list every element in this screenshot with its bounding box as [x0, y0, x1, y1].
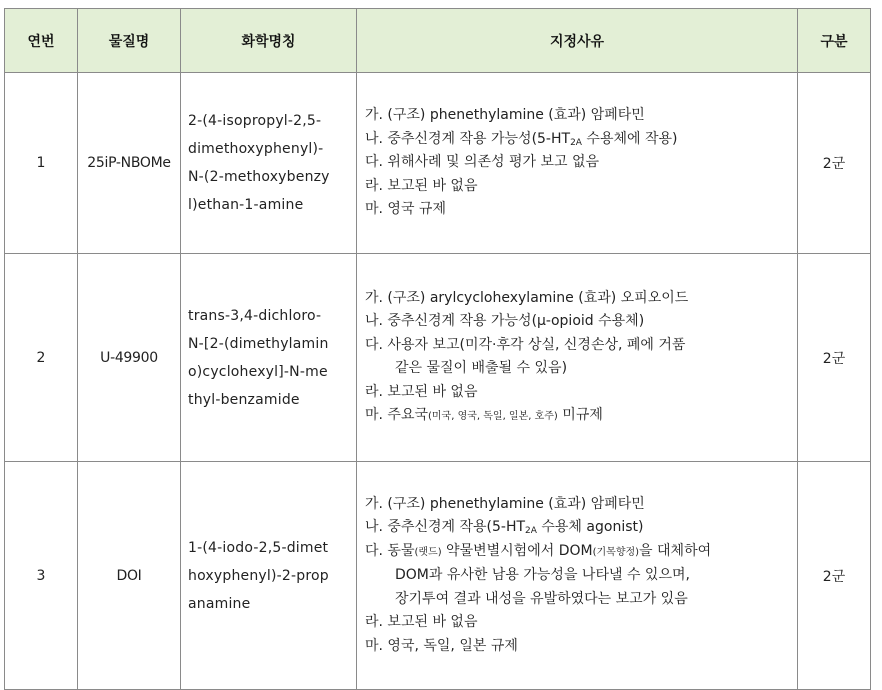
reason-small-text: (기목향정) — [592, 546, 640, 558]
table-row — [5, 462, 871, 690]
reason-line: 다. 위해사례 및 의존성 평가 보고 없음 — [365, 154, 600, 171]
header-row — [5, 9, 871, 73]
reason-line: DOM과 유사한 남용 가능성을 나타낼 수 있으며, — [395, 567, 690, 584]
reason-line: 같은 물질이 배출될 수 있음) — [395, 360, 568, 376]
reason-text: 미규제 — [557, 407, 603, 423]
reason-text: 다. 동물 — [365, 542, 415, 559]
reason-text: 나. 중추신경계 작용(5-HT — [365, 519, 526, 536]
substance-name: DOI — [78, 462, 181, 690]
row-number: 2 — [5, 254, 78, 462]
reason-small-text: (랫드) — [414, 546, 442, 558]
row-number: 3 — [5, 462, 78, 690]
chemical-line: o)cyclohexyl]-N-me — [188, 363, 328, 380]
reason-text: 마. 주요국 — [365, 407, 428, 423]
header-reason: 지정사유 — [357, 9, 798, 73]
header-substance: 물질명 — [78, 9, 181, 73]
class-value: 2군 — [798, 254, 871, 462]
reason-line — [365, 128, 791, 152]
reason-line — [365, 404, 791, 429]
chemical-name — [181, 73, 357, 254]
substance-table — [4, 8, 871, 690]
reason-line: 라. 보고된 바 없음 — [365, 614, 478, 631]
header-class: 구분 — [798, 9, 871, 73]
reason-text: 을 대체하여 — [639, 542, 712, 559]
reason-line: 가. (구조) phenethylamine (효과) 암페타민 — [365, 495, 645, 512]
substance-name: 25iP-NBOMe — [78, 73, 181, 254]
reason-small-text: (미국, 영국, 독일, 일본, 호주) — [428, 411, 558, 422]
chemical-line: N-(2-methoxybenzy — [188, 169, 330, 185]
designation-reason — [357, 462, 798, 690]
chemical-line: dimethoxyphenyl)- — [188, 141, 324, 157]
chemical-line: trans-3,4-dichloro- — [188, 307, 322, 324]
reason-subscript: 2A — [570, 137, 582, 148]
reason-subscript: 2A — [525, 526, 537, 537]
reason-line — [365, 540, 791, 565]
reason-text: 수용체에 작용) — [581, 130, 678, 147]
chemical-line: l)ethan-1-amine — [188, 197, 304, 213]
designation-reason — [357, 73, 798, 254]
reason-line: 가. (구조) arylcyclohexylamine (효과) 오피오이드 — [365, 289, 689, 306]
table-row — [5, 254, 871, 462]
reason-line: 가. (구조) phenethylamine (효과) 암페타민 — [365, 107, 645, 124]
class-value: 2군 — [798, 462, 871, 690]
reason-text: 나. 중추신경계 작용 가능성(5-HT — [365, 130, 571, 147]
reason-line: 라. 보고된 바 없음 — [365, 383, 478, 400]
reason-line: 장기투여 결과 내성을 유발하였다는 보고가 있음 — [395, 590, 688, 607]
chemical-name — [181, 462, 357, 690]
reason-line — [365, 516, 791, 540]
chemical-line: 1-(4-iodo-2,5-dimet — [188, 539, 329, 556]
chemical-line: anamine — [188, 595, 251, 612]
reason-text: 수용체 agonist) — [536, 519, 644, 536]
designation-reason — [357, 254, 798, 462]
chemical-line: hoxyphenyl)-2-prop — [188, 567, 329, 584]
reason-line: 다. 사용자 보고(미각·후각 상실, 신경손상, 폐에 거품 — [365, 336, 686, 353]
header-no: 연번 — [5, 9, 78, 73]
reason-line: 마. 영국 규제 — [365, 201, 446, 218]
reason-line: 나. 중추신경계 작용 가능성(μ-opioid 수용체) — [365, 313, 645, 329]
chemical-line: 2-(4-isopropyl-2,5- — [188, 113, 322, 129]
substance-name: U-49900 — [78, 254, 181, 462]
chemical-line: N-[2-(dimethylamin — [188, 335, 329, 352]
reason-line: 라. 보고된 바 없음 — [365, 177, 478, 194]
class-value: 2군 — [798, 73, 871, 254]
chemical-line: thyl-benzamide — [188, 391, 300, 408]
chemical-name — [181, 254, 357, 462]
table-row — [5, 73, 871, 254]
header-chemical: 화학명칭 — [181, 9, 357, 73]
row-number: 1 — [5, 73, 78, 254]
reason-line: 마. 영국, 독일, 일본 규제 — [365, 637, 518, 654]
reason-text: 약물변별시험에서 DOM — [441, 542, 593, 559]
